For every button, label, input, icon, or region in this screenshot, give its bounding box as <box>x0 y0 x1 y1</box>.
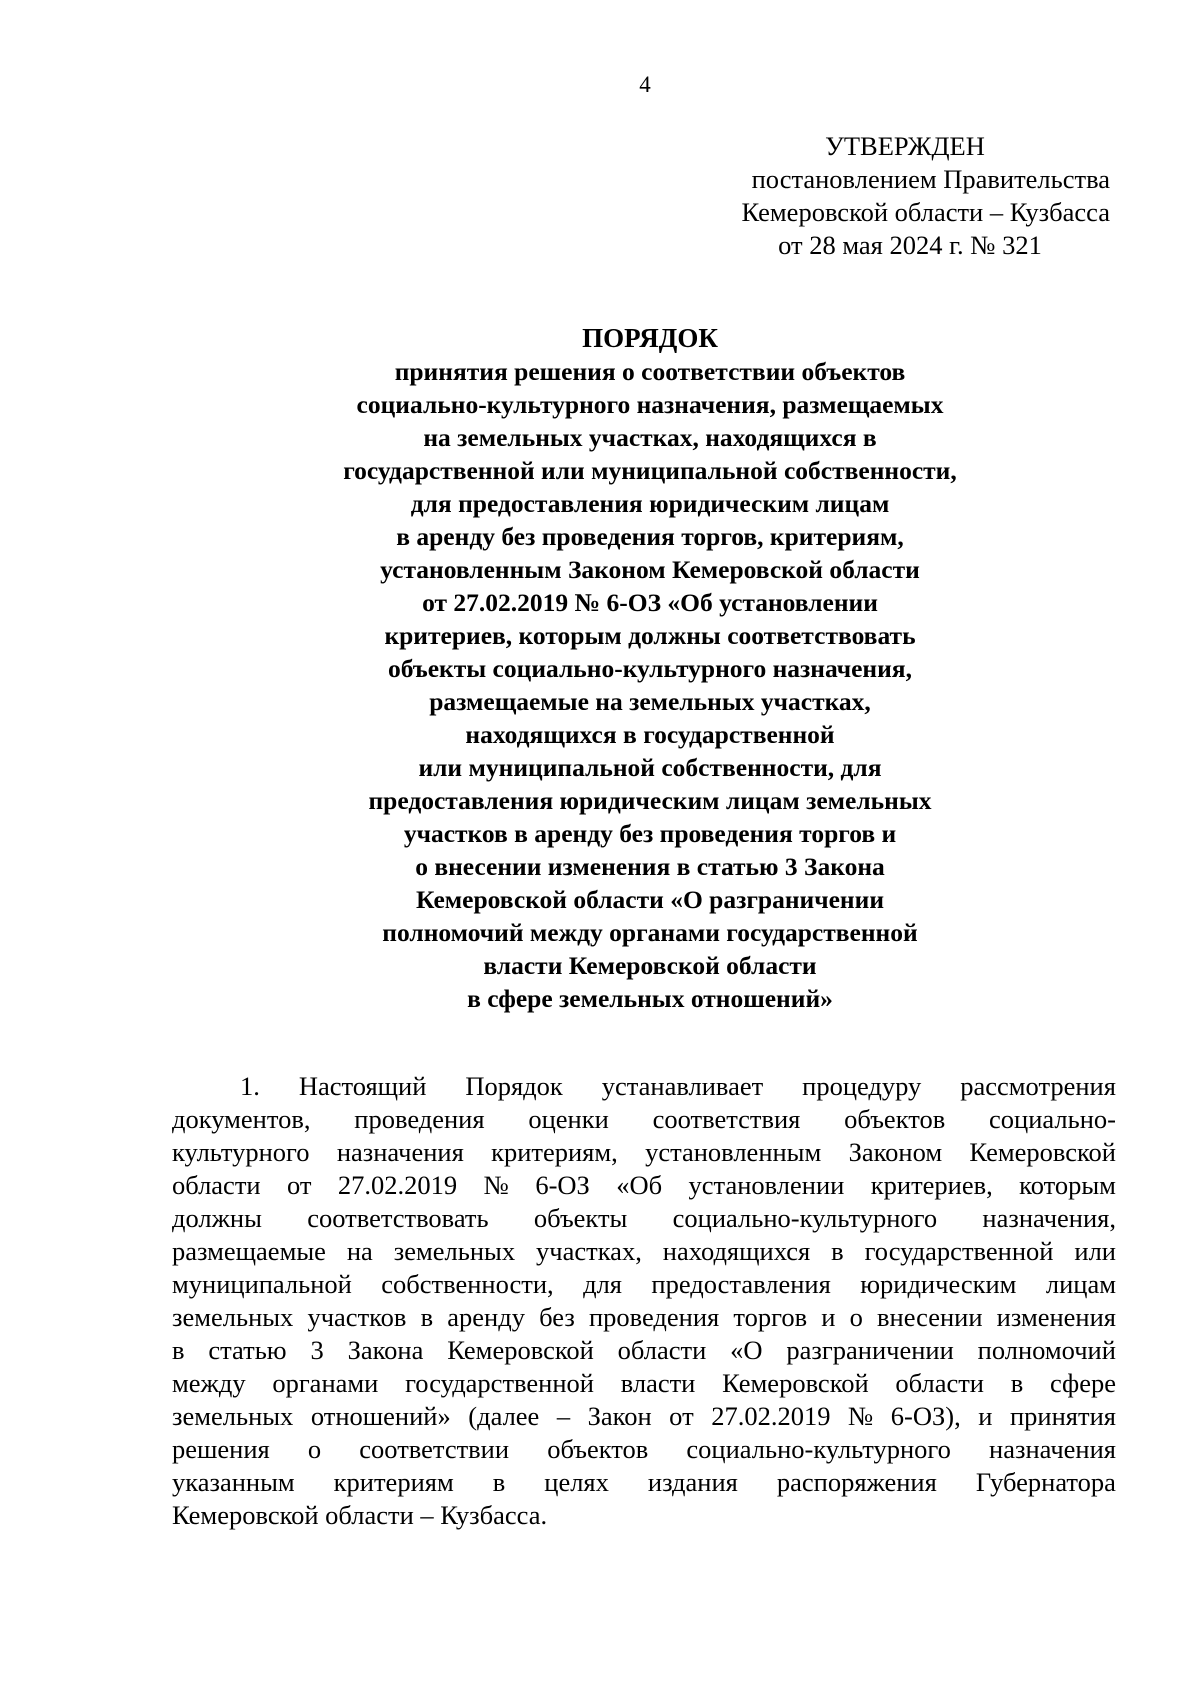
word: должны <box>172 1203 262 1233</box>
paragraph-line <box>172 1169 1116 1202</box>
word: соответствовать <box>307 1203 489 1233</box>
word: от <box>287 1170 312 1200</box>
word: в <box>172 1335 185 1365</box>
word: в <box>492 1467 506 1497</box>
word: рассмотрения <box>960 1071 1116 1101</box>
word: которым <box>1019 1170 1116 1200</box>
word: объектов <box>547 1434 649 1464</box>
word: Губернатора <box>975 1467 1116 1497</box>
paragraph-line <box>172 1070 1116 1103</box>
paragraph-line <box>172 1499 1116 1532</box>
title-line: о внесении изменения в статью 3 Закона <box>415 852 885 881</box>
word: области <box>617 1335 707 1365</box>
paragraph-line <box>172 1433 1116 1466</box>
word: документов, <box>172 1104 311 1134</box>
word: издания <box>647 1467 738 1497</box>
word: культурного <box>172 1137 310 1167</box>
word: юридическим <box>860 1269 1017 1299</box>
title-line: полномочий между органами государственной <box>382 918 918 947</box>
word: критериев, <box>870 1170 993 1200</box>
word: объекты <box>533 1203 628 1233</box>
approval-line-approved: УТВЕРЖДЕН <box>825 131 985 161</box>
word: социально-культурного <box>672 1203 938 1233</box>
word: о <box>849 1302 863 1332</box>
word: 3 <box>310 1335 324 1365</box>
word: Порядок <box>465 1071 563 1101</box>
word: установлении <box>688 1170 845 1200</box>
document-title <box>200 322 1100 1015</box>
word: 1. <box>240 1071 260 1101</box>
title-line: государственной или муниципальной собственности, <box>343 456 957 485</box>
word: объектов <box>844 1104 946 1134</box>
word: и <box>821 1302 836 1332</box>
word: размещаемые <box>172 1236 326 1266</box>
word: власти <box>620 1368 696 1398</box>
paragraph-line <box>172 1334 1116 1367</box>
title-line: предоставления юридическим лицам земельных <box>368 786 932 815</box>
word: для <box>583 1269 622 1299</box>
word: внесении <box>877 1302 983 1332</box>
word: государственной <box>864 1236 1054 1266</box>
word: области <box>172 1170 261 1200</box>
word: от <box>669 1401 694 1431</box>
title-heading: ПОРЯДОК <box>582 323 718 353</box>
title-line: от 27.02.2019 № 6-ОЗ «Об установлении <box>422 588 878 617</box>
word: назначения, <box>982 1203 1116 1233</box>
word: 27.02.2019 <box>337 1170 458 1200</box>
word: в <box>1010 1368 1024 1398</box>
word: 27.02.2019 <box>711 1401 831 1431</box>
title-line: на земельных участках, находящихся в <box>423 423 877 452</box>
word: социально- <box>989 1104 1116 1134</box>
page-number: 4 <box>639 72 651 97</box>
approval-line-resolution: постановлением Правительства <box>751 164 1110 194</box>
word: участках, <box>536 1236 642 1266</box>
approval-line-date: от 28 мая 2024 г. № 321 <box>778 230 1042 260</box>
title-line: в сфере земельных отношений» <box>467 984 833 1013</box>
word: в <box>420 1302 434 1332</box>
paragraph-line <box>172 1202 1116 1235</box>
approval-stamp <box>690 130 1110 262</box>
paragraph-line <box>172 1367 1116 1400</box>
title-line: участков в аренду без проведения торгов и <box>403 819 897 848</box>
word: отношений» <box>310 1401 451 1431</box>
word: области <box>895 1368 984 1398</box>
word: установленным <box>645 1137 822 1167</box>
title-line: установленным Законом Кемеровской области <box>380 555 920 584</box>
word: оценки <box>528 1104 609 1134</box>
word: сфере <box>1049 1368 1116 1398</box>
word: проведения <box>588 1302 720 1332</box>
word: или <box>1074 1236 1116 1266</box>
word: муниципальной <box>172 1269 352 1299</box>
title-line: принятия решения о соответствии объектов <box>394 357 906 386</box>
title-line: критериев, которым должны соответствовать <box>384 621 916 650</box>
word: статью <box>208 1335 287 1365</box>
word: указанным <box>172 1467 295 1497</box>
word: органами <box>272 1368 379 1398</box>
word: Закон <box>587 1401 652 1431</box>
word: без <box>539 1302 575 1332</box>
word: собственности, <box>381 1269 554 1299</box>
title-line: Кемеровской области «О разграничении <box>415 885 885 914</box>
word: разграничении <box>786 1335 954 1365</box>
word: критериям <box>333 1467 454 1497</box>
paragraph-line <box>172 1235 1116 1268</box>
paragraph-1 <box>172 1070 1116 1532</box>
word: решения <box>172 1434 270 1464</box>
title-line: объекты социально-культурного назначения, <box>388 654 912 683</box>
word: земельных <box>172 1302 294 1332</box>
word: о <box>307 1434 322 1464</box>
word: устанавливает <box>601 1071 764 1101</box>
paragraph-line <box>172 1268 1116 1301</box>
title-line: для предоставления юридическим лицам <box>410 489 890 518</box>
word: Законом <box>848 1137 943 1167</box>
word: «О <box>730 1335 763 1365</box>
paragraph-line <box>172 1301 1116 1334</box>
word: Кемеровской <box>969 1137 1116 1167</box>
word: торгов <box>733 1302 808 1332</box>
word: соответствия <box>652 1104 801 1134</box>
word: назначения <box>336 1137 464 1167</box>
word: Закона <box>347 1335 424 1365</box>
word: полномочий <box>977 1335 1116 1365</box>
word: соответствии <box>359 1434 510 1464</box>
title-line: власти Кемеровской области <box>483 951 817 980</box>
title-line: социально-культурного назначения, размещаемых <box>356 390 944 419</box>
word: аренду <box>447 1302 525 1332</box>
title-line: находящихся в государственной <box>465 720 835 749</box>
word: и <box>978 1401 993 1431</box>
word: Кемеровской <box>447 1335 594 1365</box>
word: в <box>831 1236 844 1266</box>
word: Кемеровской <box>722 1368 869 1398</box>
word: № <box>847 1401 874 1431</box>
word: назначения <box>989 1434 1116 1464</box>
word: процедуру <box>802 1071 922 1101</box>
word: лицам <box>1045 1269 1116 1299</box>
word: Кемеровской области – Кузбасса. <box>172 1500 548 1530</box>
word: целях <box>544 1467 609 1497</box>
word: (далее <box>468 1401 540 1431</box>
title-line: размещаемые на земельных участках, <box>429 687 871 716</box>
word: № <box>483 1170 509 1200</box>
word: 6-ОЗ <box>535 1170 590 1200</box>
paragraph-line <box>172 1136 1116 1169</box>
paragraph-line <box>172 1466 1116 1499</box>
word: участков <box>307 1302 407 1332</box>
word: принятия <box>1010 1401 1116 1431</box>
word: – <box>556 1401 571 1431</box>
word: критериям, <box>491 1137 618 1167</box>
word: находящихся <box>662 1236 811 1266</box>
word: проведения <box>354 1104 485 1134</box>
approval-line-region: Кемеровской области – Кузбасса <box>741 197 1110 227</box>
paragraph-line <box>172 1103 1116 1136</box>
title-line: или муниципальной собственности, для <box>418 753 882 782</box>
word: между <box>172 1368 246 1398</box>
word: предоставления <box>651 1269 831 1299</box>
word: социально-культурного <box>686 1434 951 1464</box>
word: распоряжения <box>776 1467 937 1497</box>
word: на <box>346 1236 373 1266</box>
word: 6-ОЗ), <box>890 1401 961 1431</box>
word: государственной <box>405 1368 594 1398</box>
word: «Об <box>616 1170 663 1200</box>
paragraph-line <box>172 1400 1116 1433</box>
word: земельных <box>393 1236 516 1266</box>
word: изменения <box>996 1302 1116 1332</box>
word: земельных <box>172 1401 294 1431</box>
word: Настоящий <box>298 1071 427 1101</box>
title-line: в аренду без проведения торгов, критериям, <box>396 522 904 551</box>
